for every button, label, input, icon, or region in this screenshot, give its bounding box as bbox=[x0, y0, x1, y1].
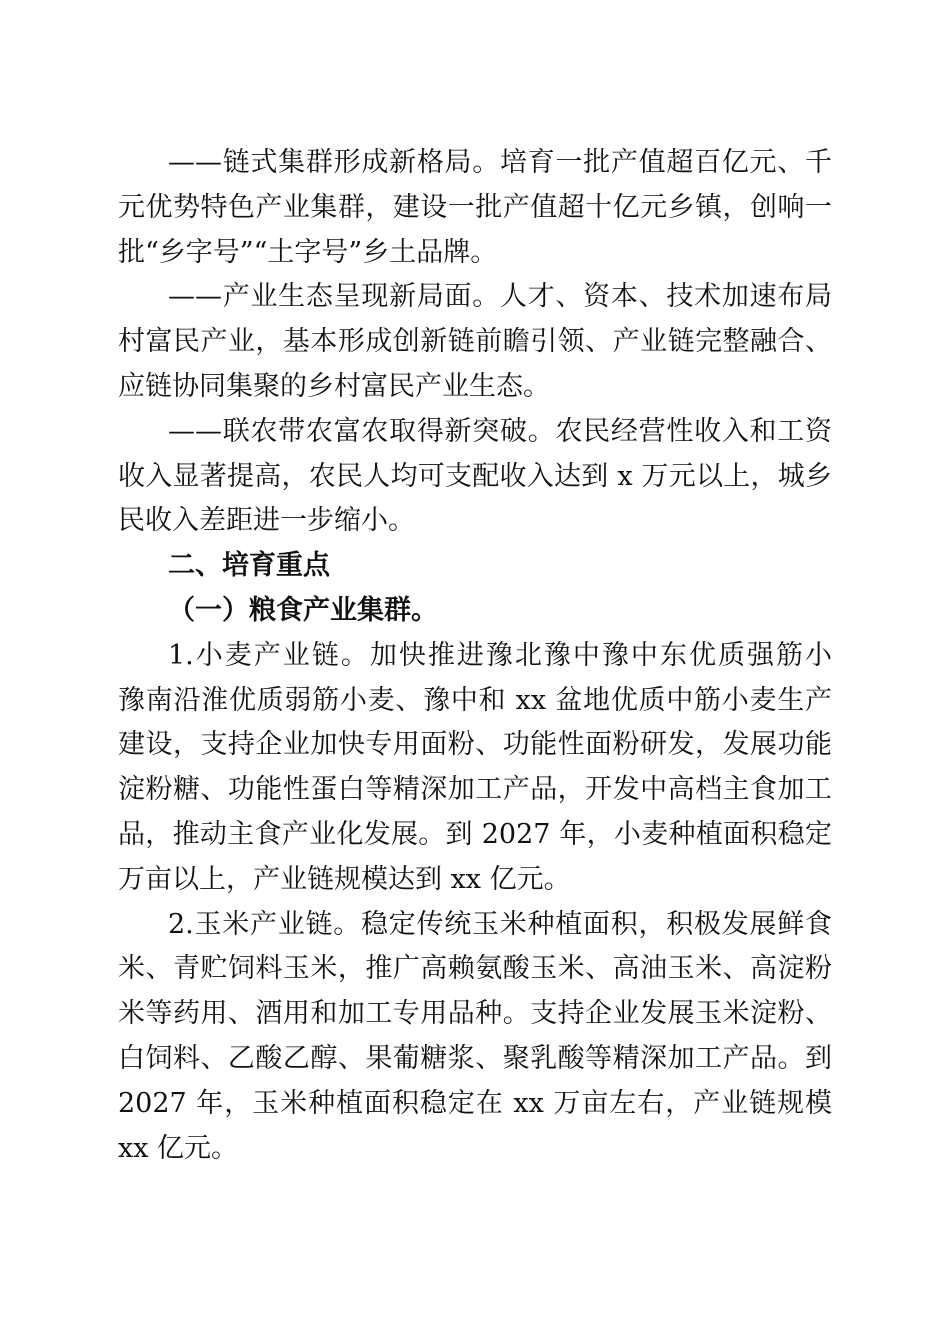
paragraph-line: 万亩以上，产业链规模达到 xx 亿元。 bbox=[118, 863, 571, 895]
paragraph-line: ——产业生态呈现新局面。人才、资本、技术加速布局 bbox=[168, 281, 832, 313]
paragraph-line: 2.玉米产业链。稳定传统玉米种植面积，积极发展鲜食 bbox=[168, 908, 832, 940]
paragraph-line: 2027 年，玉米种植面积稳定在 xx 万亩左右，产业链规模 bbox=[118, 1087, 832, 1119]
section-heading: 二、培育重点 bbox=[168, 550, 330, 582]
paragraph-industry-ecology bbox=[118, 275, 832, 409]
paragraph-line: 收入显著提高，农民人均可支配收入达到 x 万元以上，城乡 bbox=[118, 460, 832, 492]
paragraph-farmer-income bbox=[118, 410, 832, 544]
paragraph-line: 米等药用、酒用和加工专用品种。支持企业发展玉米淀粉、 bbox=[118, 998, 832, 1030]
paragraph-line: 豫南沿淮优质弱筋小麦、豫中和 xx 盆地优质中筋小麦生产 bbox=[118, 684, 832, 716]
paragraph-line: ——链式集群形成新格局。培育一批产值超百亿元、千 bbox=[168, 147, 832, 178]
paragraph-line: 元优势特色产业集群，建设一批产值超十亿元乡镇，创响一 bbox=[118, 191, 832, 223]
paragraph-line: 品，推动主食产业化发展。到 2027 年，小麦种植面积稳定 bbox=[118, 818, 832, 850]
paragraph-line: 村富民产业，基本形成创新链前瞻引领、产业链完整融合、 bbox=[118, 326, 832, 358]
subsection-heading: （一）粮食产业集群。 bbox=[168, 594, 438, 626]
paragraph-line: 应链协同集聚的乡村富民产业生态。 bbox=[118, 370, 550, 402]
paragraph-line: 民收入差距进一步缩小。 bbox=[118, 505, 415, 537]
paragraph-line: 1.小麦产业链。加快推进豫北豫中豫中东优质强筋小 bbox=[168, 639, 832, 671]
paragraph-chain-cluster bbox=[118, 141, 832, 275]
paragraph-line: ——联农带农富农取得新突破。农民经营性收入和工资 bbox=[168, 415, 832, 447]
paragraph-line: 淀粉糖、功能性蛋白等精深加工产品，开发中高档主食加工 bbox=[118, 774, 832, 806]
paragraph-line: 建设，支持企业加快专用面粉、功能性面粉研发，发展功能 bbox=[118, 729, 832, 761]
paragraph-line: 米、青贮饲料玉米，推广高赖氨酸玉米、高油玉米、高淀粉 bbox=[118, 953, 832, 985]
document-page bbox=[118, 141, 832, 1171]
list-item-corn-chain bbox=[118, 903, 832, 1172]
paragraph-line: 批“乡字号”“土字号”乡土品牌。 bbox=[118, 236, 498, 268]
paragraph-line: 白饲料、乙酸乙醇、果葡糖浆、聚乳酸等精深加工产品。到 bbox=[118, 1042, 832, 1074]
paragraph-line: xx 亿元。 bbox=[118, 1132, 239, 1164]
list-item-wheat-chain bbox=[118, 634, 832, 903]
